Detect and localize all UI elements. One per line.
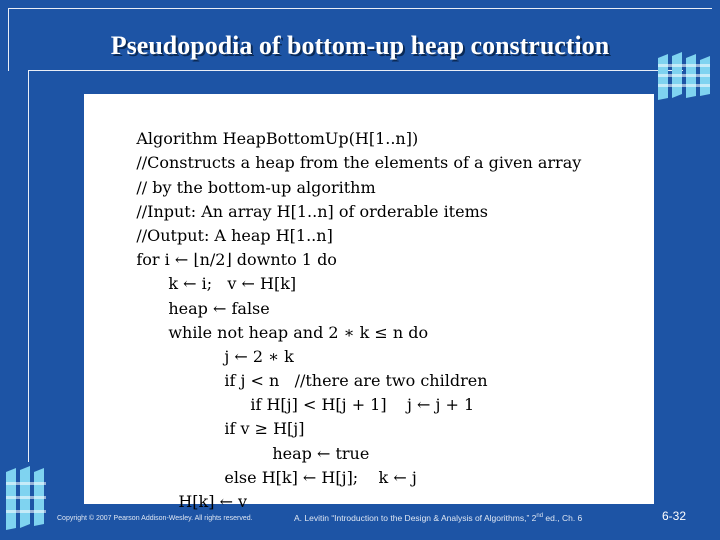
- code-line-9-text: while not heap and 2 ∗ k ≤ n do: [168, 322, 429, 342]
- code-line-2-text: //Constructs a heap from the elements of a given array: [136, 153, 582, 173]
- book-citation: [294, 513, 582, 523]
- code-line-15-text: else H[k] ← H[j]; k ← j: [224, 467, 417, 487]
- code-line-8-text: heap ← false: [168, 298, 270, 318]
- code-line-14: [116, 417, 646, 463]
- code-line-10-text: j ← 2 ∗ k: [224, 346, 294, 366]
- code-line-6-text: for i ← ⌊n/2⌋ downto 1 do: [136, 250, 337, 270]
- code-line-13-text: if v ≥ H[j]: [224, 419, 305, 439]
- citation-text: A. Levitin “Introduction to the Design & Analysis of Algorithms,” 2: [294, 513, 537, 523]
- citation-superscript: nd: [536, 513, 544, 520]
- striped-logo-top-right-icon: [650, 50, 720, 102]
- code-line-11-text: if j < n //there are two children: [224, 371, 488, 391]
- code-line-15: [116, 442, 646, 487]
- code-line-16-text: H[k] ← v: [178, 492, 248, 512]
- pseudocode-block: [116, 103, 646, 512]
- code-line-5-text: //Output: A heap H[1..n]: [136, 225, 333, 245]
- code-line-11: [116, 345, 646, 391]
- citation-text-end: ed., Ch. 6: [543, 513, 583, 523]
- code-line-1-text: Algorithm HeapBottomUp(H[1..n]): [136, 129, 419, 149]
- slide-title: Pseudopodia of bottom-up heap construction: [110, 31, 610, 60]
- page-number: 6-32: [662, 509, 687, 523]
- slide-frame-vertical-rule: [28, 70, 29, 462]
- code-line-3-text: // by the bottom-up algorithm: [136, 177, 376, 197]
- code-line-12-text: if H[j] < H[j + 1] j ← j + 1: [250, 395, 475, 415]
- copyright-notice: Copyright © 2007 Pearson Addison-Wesley. All rights reserved.: [57, 515, 253, 522]
- code-line-4-text: //Input: An array H[1..n] of orderable items: [136, 201, 488, 221]
- slide-frame-rule: [28, 70, 683, 71]
- code-line-14-text: heap ← true: [272, 443, 370, 463]
- code-line-7-text: k ← i; v ← H[k]: [168, 274, 297, 294]
- striped-logo-bottom-left-icon: [2, 462, 57, 532]
- code-line-1: [116, 103, 646, 149]
